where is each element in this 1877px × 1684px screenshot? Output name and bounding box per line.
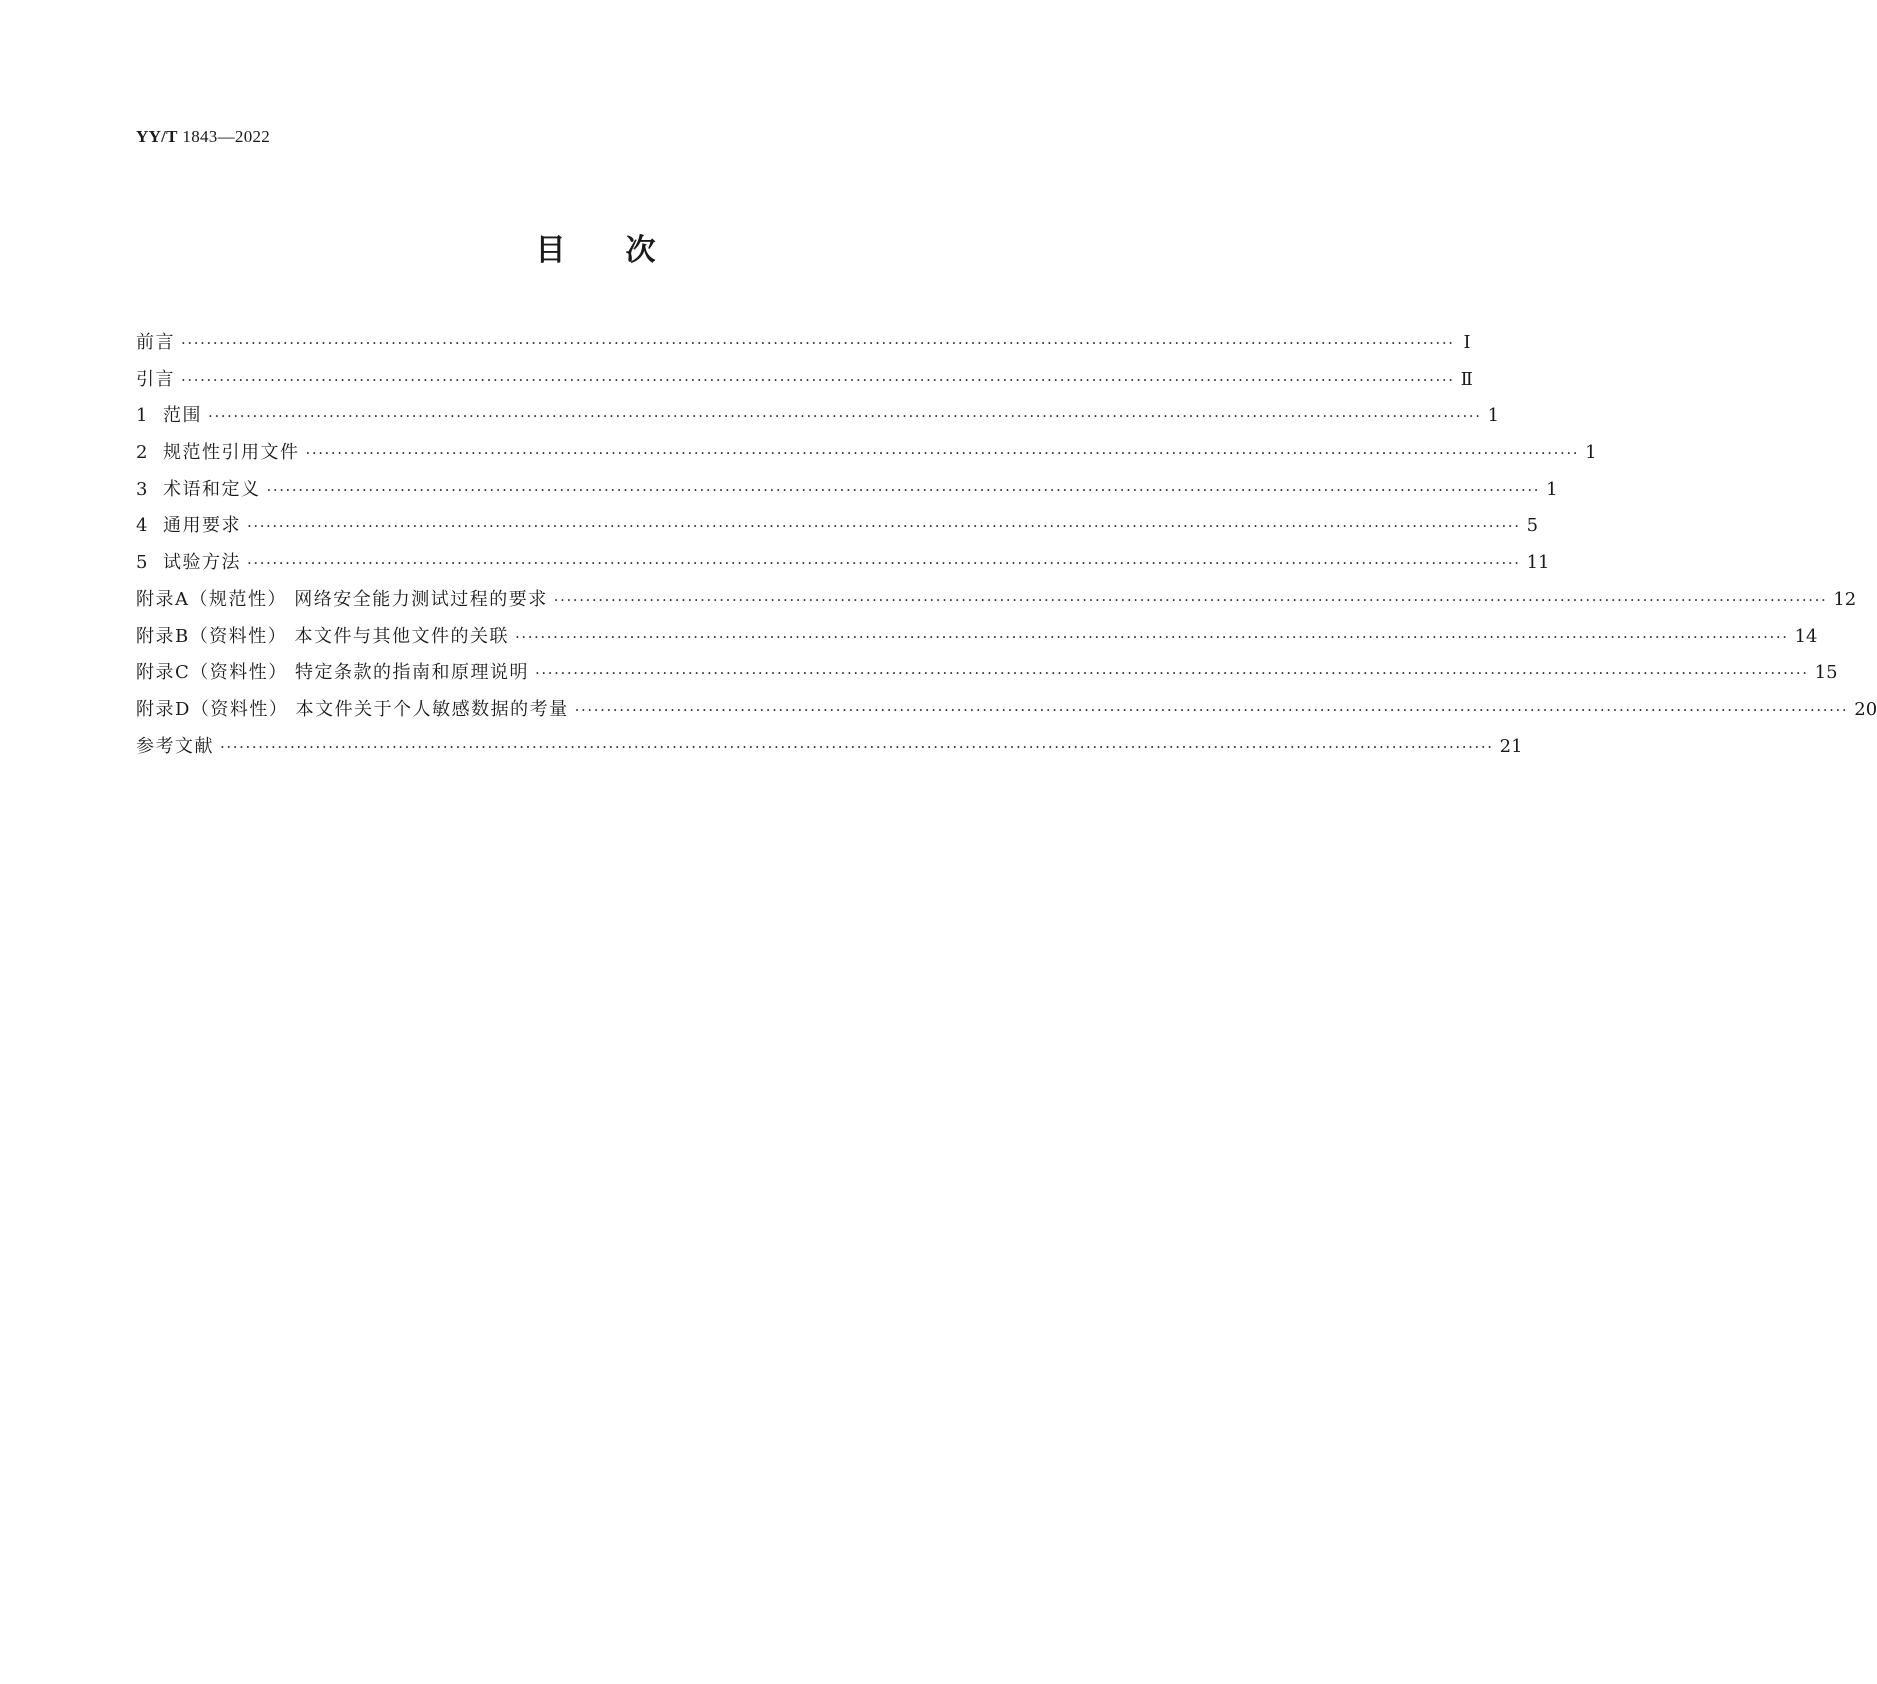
- toc-entry-title: 规范性引用文件: [162, 442, 300, 464]
- toc-dot-leader: ········································································································································································································: [305, 444, 1580, 463]
- toc-dot-leader: ········································································································································································································: [220, 737, 1494, 756]
- toc-entry-page: 15: [1814, 662, 1838, 684]
- toc-entry[interactable]: [136, 622, 1818, 659]
- standard-code-prefix: YY/T: [136, 127, 178, 146]
- toc-entry[interactable]: [136, 365, 1473, 402]
- toc-entry-label: [136, 365, 175, 391]
- toc-entry-label: [136, 695, 569, 721]
- toc-entry-title: 参考文献: [136, 735, 214, 757]
- toc-entry[interactable]: [136, 548, 1550, 585]
- toc-entry[interactable]: [136, 328, 1471, 365]
- toc-entry-number: 4: [136, 515, 149, 537]
- toc-entry-page: 1: [1487, 405, 1500, 427]
- toc-entry-page: Ⅱ: [1460, 368, 1473, 390]
- toc-entry[interactable]: [136, 658, 1838, 695]
- toc-entry-label: [136, 585, 548, 611]
- toc-entry-title: 术语和定义: [162, 478, 261, 500]
- standard-code-number: 1843—2022: [182, 127, 271, 146]
- toc-entry-page: 11: [1526, 552, 1550, 574]
- table-of-contents: [136, 328, 1877, 768]
- toc-entry-label: [136, 401, 202, 427]
- toc-entry-title: 试验方法: [162, 552, 241, 574]
- toc-entry-title: 附录B（资料性） 本文件与其他文件的关联: [136, 625, 509, 647]
- toc-entry[interactable]: [136, 585, 1857, 622]
- toc-dot-leader: ········································································································································································································: [574, 700, 1849, 719]
- toc-entry-page: 5: [1526, 515, 1539, 537]
- toc-entry-title: 前言: [136, 332, 175, 353]
- toc-entry-number: 3: [136, 478, 149, 500]
- toc-title: 目次: [535, 233, 716, 268]
- toc-entry-title: 附录D（资料性） 本文件关于个人敏感数据的考量: [136, 698, 569, 720]
- toc-entry-title: 范围: [162, 405, 202, 427]
- toc-entry[interactable]: [136, 695, 1877, 732]
- toc-entry-label: [136, 658, 529, 684]
- toc-entry-number: 5: [136, 552, 149, 574]
- toc-entry[interactable]: [136, 475, 1558, 512]
- toc-entry-title: 附录A（规范性） 网络安全能力测试过程的要求: [136, 588, 548, 610]
- toc-entry-number: 1: [136, 405, 149, 427]
- toc-dot-leader: ········································································································································································································: [246, 517, 1521, 536]
- toc-entry-label: [136, 511, 241, 537]
- toc-entry-page: Ⅰ: [1463, 332, 1471, 353]
- toc-entry[interactable]: [136, 511, 1539, 548]
- toc-entry-label: [136, 475, 260, 501]
- toc-entry[interactable]: [136, 732, 1523, 769]
- toc-dot-leader: ········································································································································································································: [181, 334, 1455, 352]
- toc-entry-label: [136, 548, 241, 574]
- toc-entry-page: 1: [1585, 442, 1597, 464]
- toc-entry[interactable]: [136, 438, 1597, 475]
- toc-entry-page: 21: [1499, 735, 1523, 757]
- toc-entry-page: 1: [1546, 478, 1558, 500]
- toc-dot-leader: ········································································································································································································: [207, 407, 1482, 426]
- toc-dot-leader: ········································································································································································································: [246, 554, 1521, 573]
- toc-entry-title: 引言: [136, 368, 175, 390]
- toc-entry-page: 20: [1854, 698, 1877, 720]
- toc-entry[interactable]: [136, 401, 1500, 438]
- toc-dot-leader: ········································································································································································································: [553, 590, 1828, 609]
- toc-entry-title: 通用要求: [162, 515, 241, 537]
- toc-entry-title: 附录C（资料性） 特定条款的指南和原理说明: [136, 662, 529, 684]
- toc-dot-leader: ········································································································································································································: [535, 664, 1809, 683]
- toc-entry-page: 12: [1833, 588, 1857, 610]
- toc-entry-page: 14: [1794, 625, 1818, 647]
- toc-dot-leader: ········································································································································································································: [266, 480, 1541, 499]
- toc-entry-label: [136, 328, 175, 354]
- toc-entry-number: 2: [136, 442, 149, 464]
- toc-entry-label: [136, 732, 214, 758]
- toc-entry-label: [136, 438, 299, 464]
- toc-dot-leader: ········································································································································································································: [181, 370, 1455, 389]
- toc-entry-label: [136, 622, 509, 648]
- standard-code: [136, 127, 270, 147]
- toc-dot-leader: ········································································································································································································: [514, 627, 1789, 646]
